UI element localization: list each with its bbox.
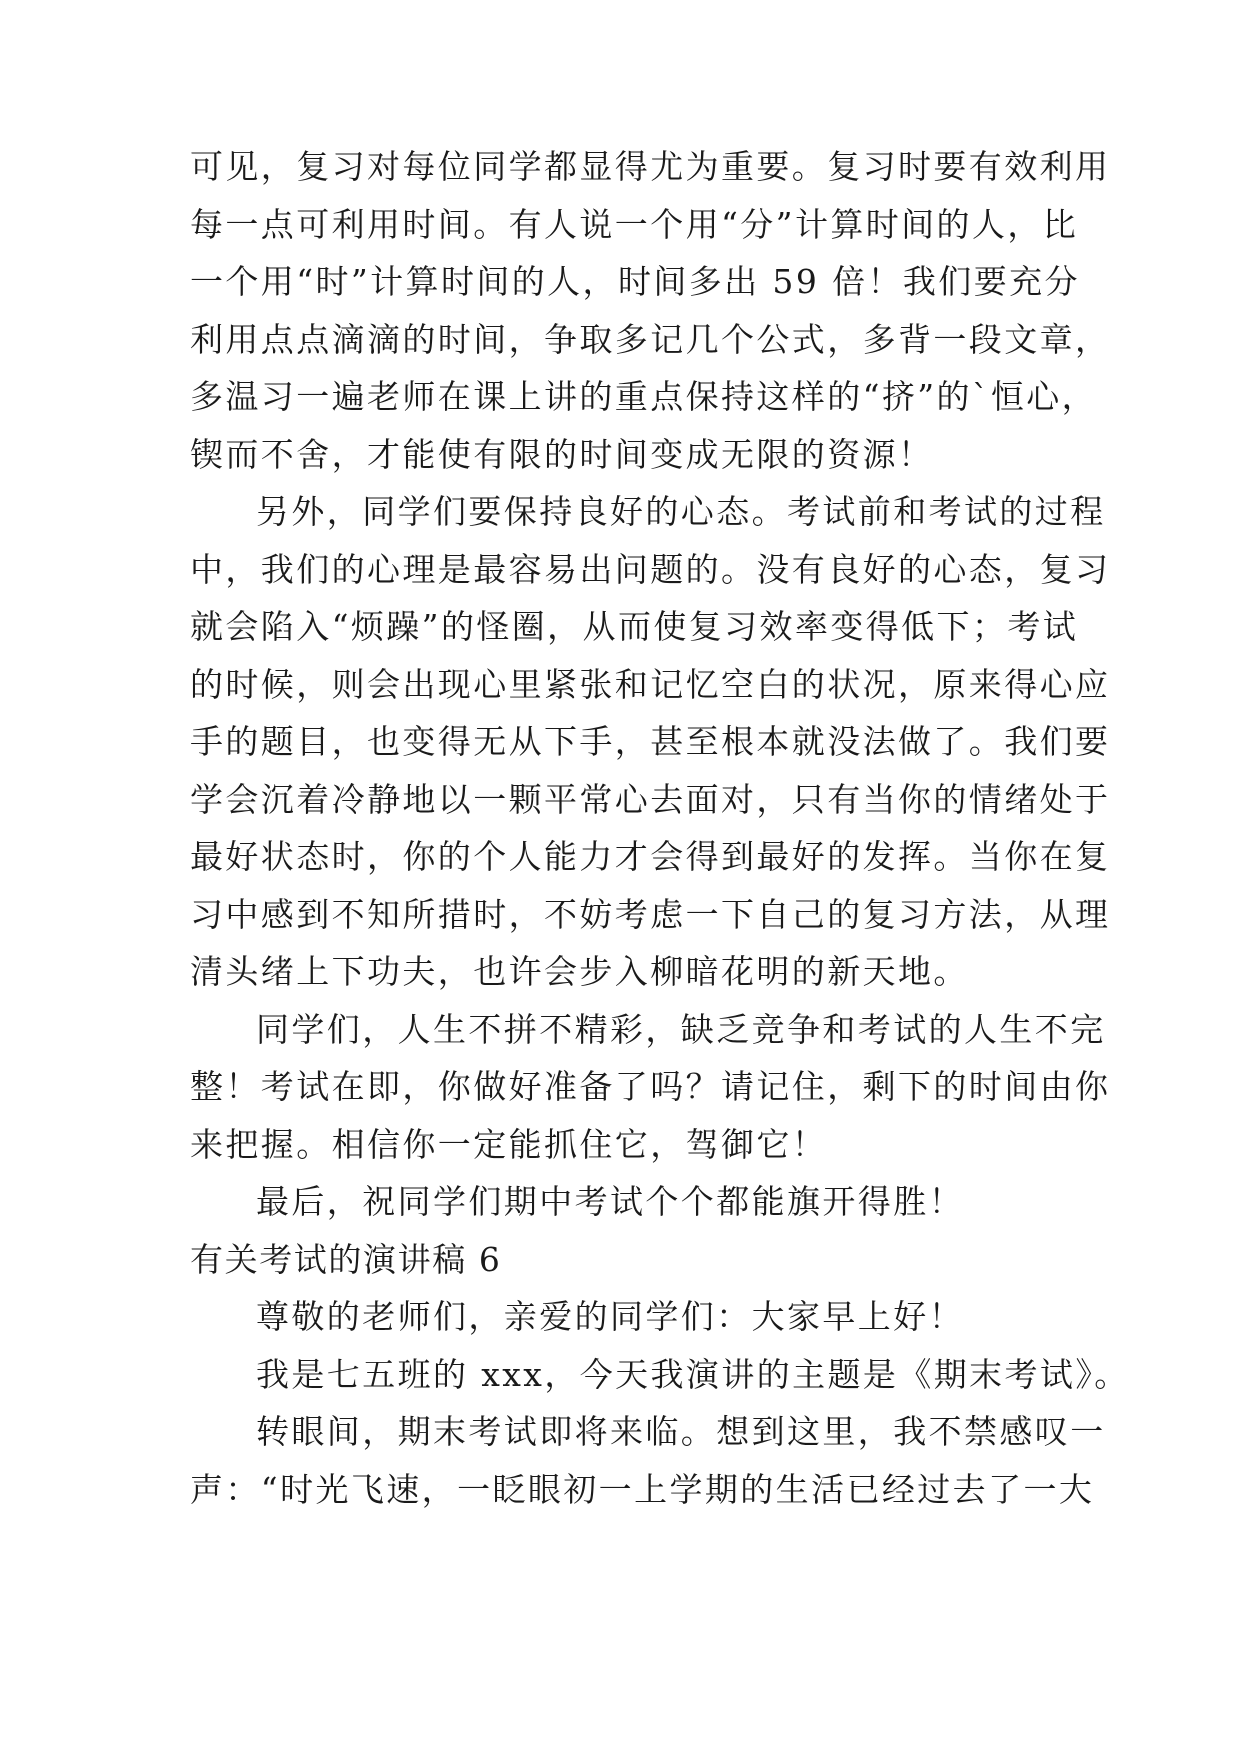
body-text-line: 每一点可利用时间。有人说一个用“分”计算时间的人，比 [190, 205, 1079, 244]
body-text-line: 转眼间，期末考试即将来临。想到这里，我不禁感叹一 [256, 1412, 1106, 1451]
body-text-line: 尊敬的老师们，亲爱的同学们：大家早上好！ [256, 1297, 964, 1336]
body-text-line: 中，我们的心理是最容易出问题的。没有良好的心态，复习 [190, 550, 1111, 589]
body-text-line: 锲而不舍，才能使有限的时间变成无限的资源！ [190, 435, 934, 474]
body-text-line: 最后，祝同学们期中考试个个都能旗开得胜！ [256, 1182, 964, 1221]
body-text-line: 我是七五班的 xxx，今天我演讲的主题是《期末考试》。 [256, 1355, 1130, 1394]
body-text-line: 最好状态时，你的个人能力才会得到最好的发挥。当你在复 [190, 837, 1111, 876]
body-text-line: 同学们，人生不拼不精彩，缺乏竞争和考试的人生不完 [256, 1010, 1106, 1049]
body-text-line: 的时候，则会出现心里紧张和记忆空白的状况，原来得心应 [190, 665, 1111, 704]
body-text-line: 来把握。相信你一定能抓住它，驾御它！ [190, 1125, 828, 1164]
body-text-line: 就会陷入“烦躁”的怪圈，从而使复习效率变得低下；考试 [190, 607, 1079, 646]
section-title: 有关考试的演讲稿 6 [190, 1240, 502, 1279]
body-text-line: 习中感到不知所措时，不妨考虑一下自己的复习方法，从理 [190, 895, 1111, 934]
body-text-line: 手的题目，也变得无从下手，甚至根本就没法做了。我们要 [190, 722, 1111, 761]
body-text-line: 一个用“时”计算时间的人，时间多出 59 倍！我们要充分 [190, 262, 1080, 301]
body-text-line: 多温习一遍老师在课上讲的重点保持这样的“挤”的`恒心， [190, 377, 1098, 416]
body-text-line: 可见，复习对每位同学都显得尤为重要。复习时要有效利用 [190, 147, 1111, 186]
body-text-line: 利用点点滴滴的时间，争取多记几个公式，多背一段文章， [190, 320, 1111, 359]
body-text-line: 声：“时光飞速，一眨眼初一上学期的生活已经过去了一大 [190, 1470, 1095, 1509]
body-text-line: 清头绪上下功夫，也许会步入柳暗花明的新天地。 [190, 952, 969, 991]
body-text-line: 学会沉着冷静地以一颗平常心去面对，只有当你的情绪处于 [190, 780, 1111, 819]
body-text-line: 整！考试在即，你做好准备了吗？请记住，剩下的时间由你 [190, 1067, 1111, 1106]
body-text-line: 另外，同学们要保持良好的心态。考试前和考试的过程 [256, 492, 1106, 531]
